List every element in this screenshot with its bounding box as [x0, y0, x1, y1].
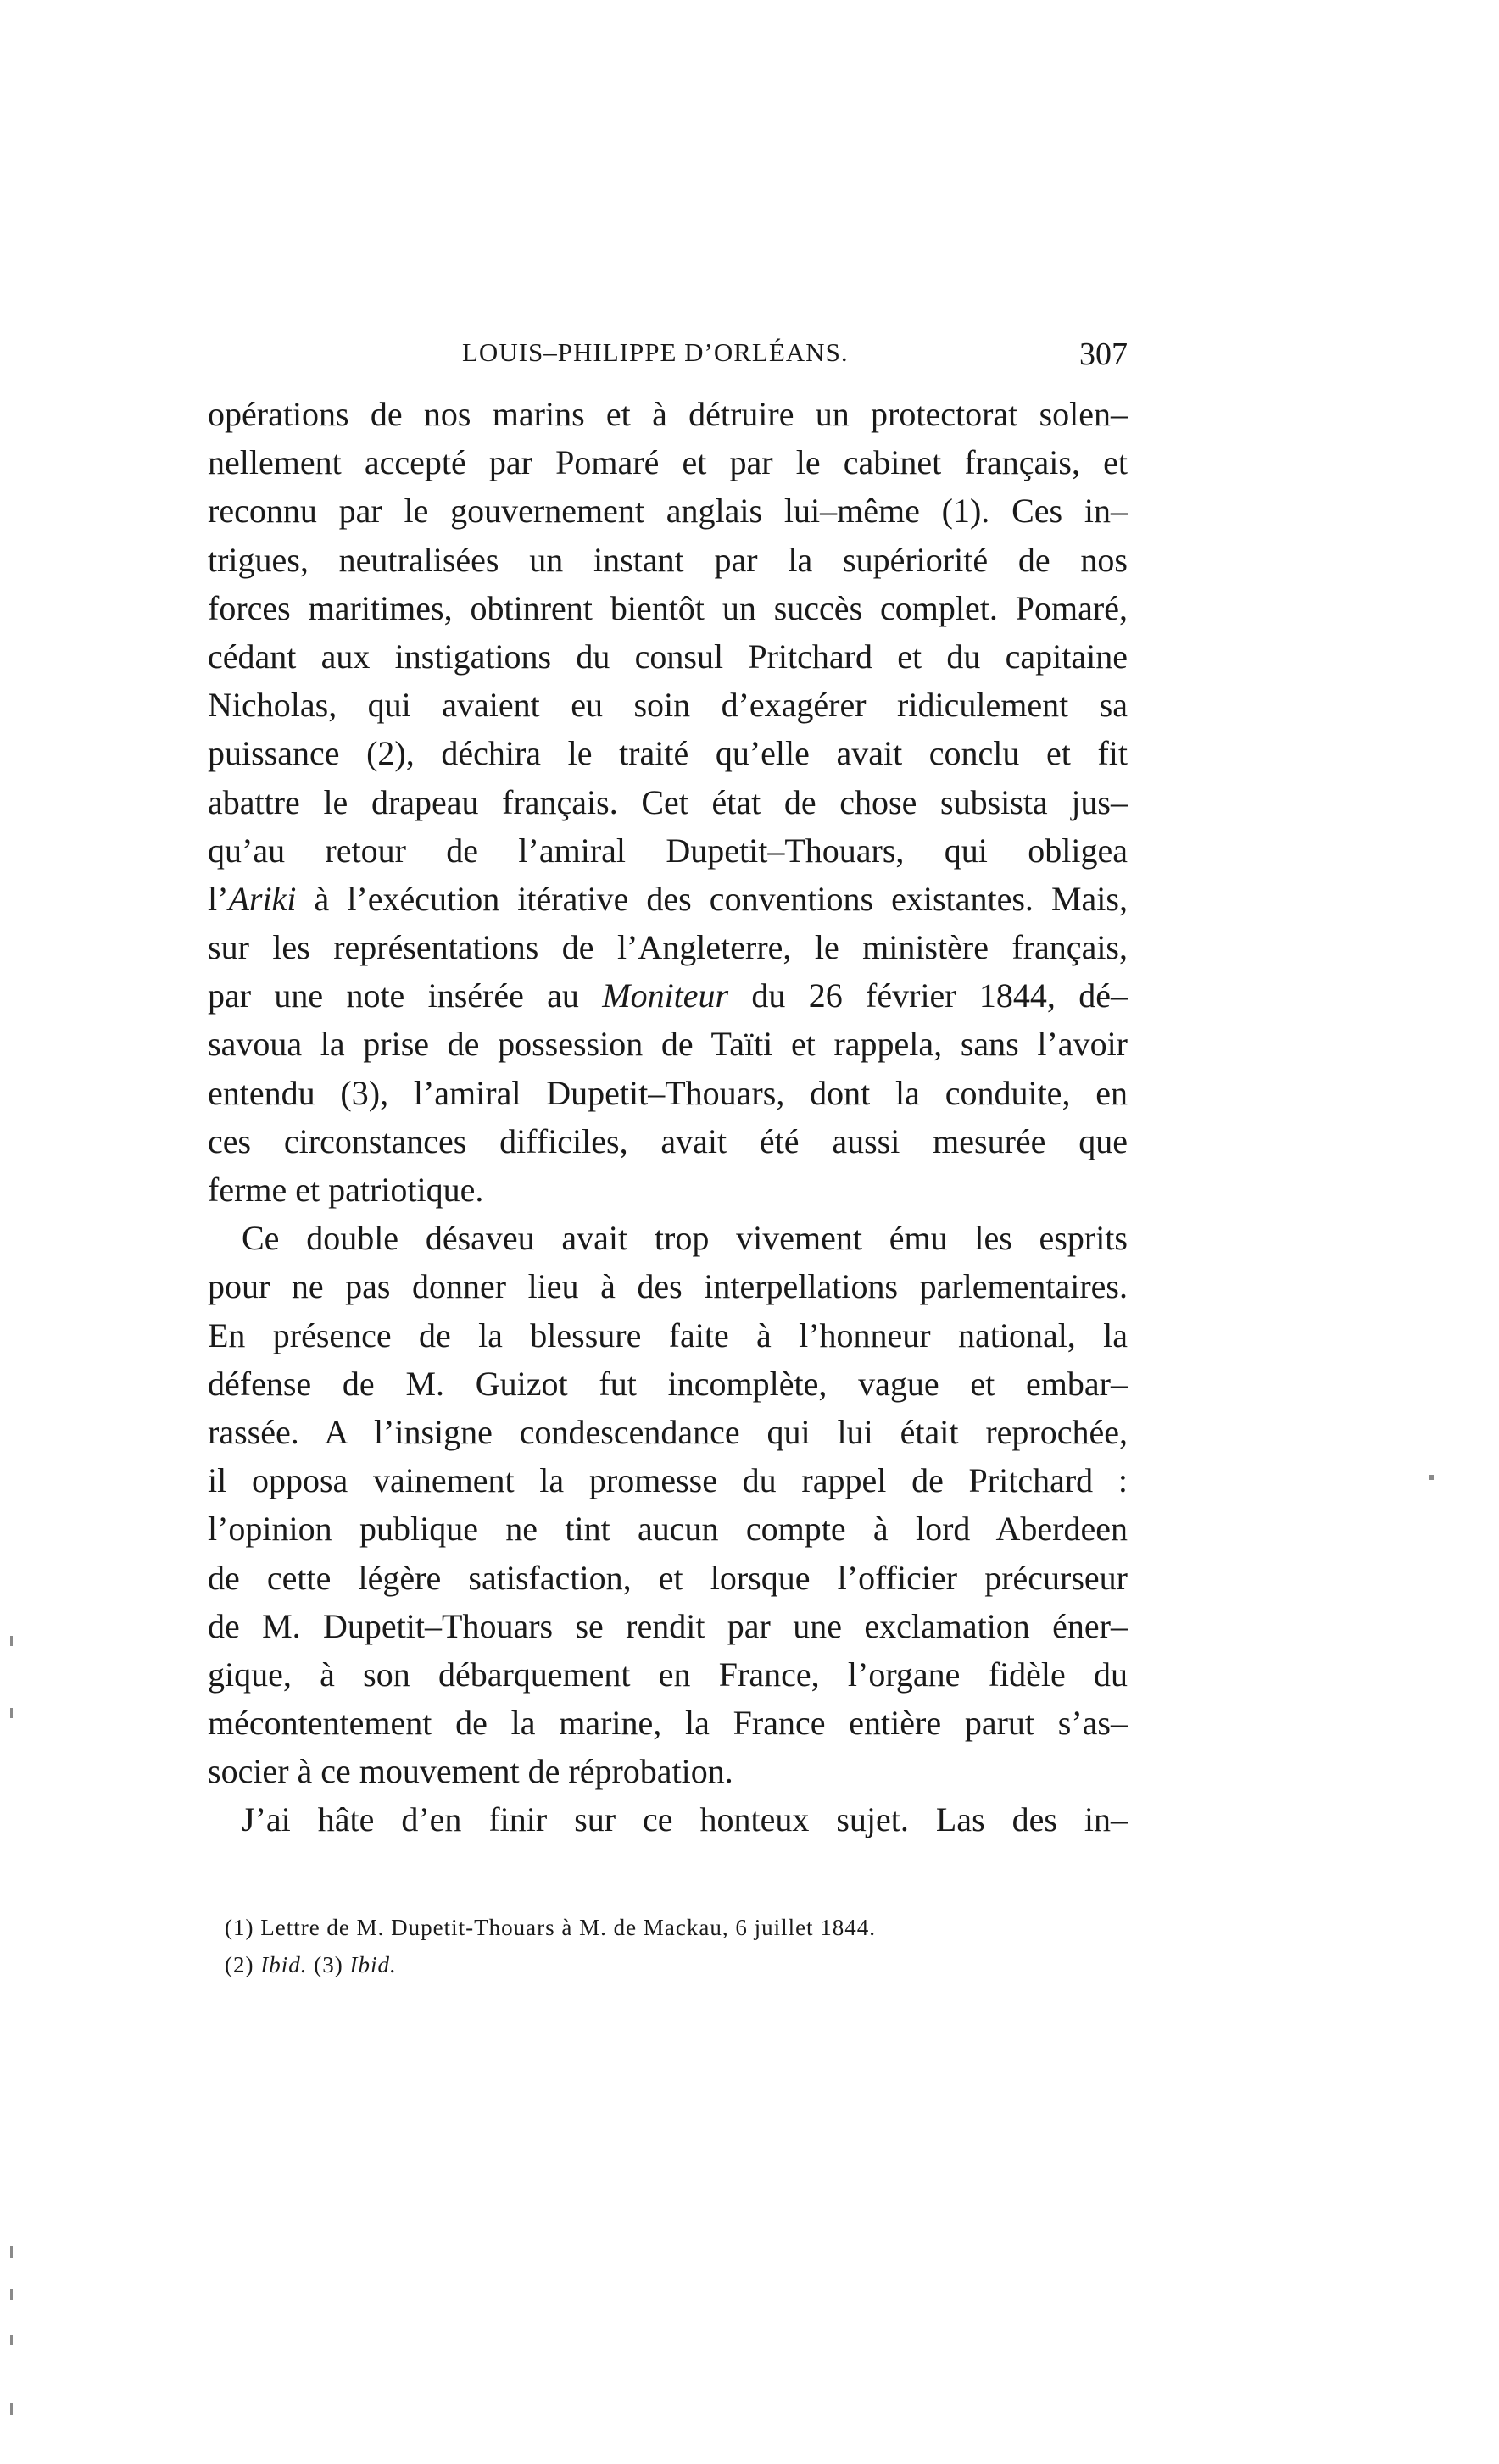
italic-term-moniteur: Moniteur [602, 976, 729, 1015]
text-line: Nicholas, qui avaient eu soin d’exagérer ridiculement sa [208, 686, 1128, 725]
scan-speck [10, 2335, 13, 2345]
footnote-2-3 [225, 1946, 1123, 1983]
footnotes [225, 1909, 1123, 1983]
text-segment: l’ [208, 879, 229, 918]
scan-speck [10, 2246, 13, 2258]
paragraph-end-line: socier à ce mouvement de réprobation. [208, 1752, 733, 1791]
text-line: savoua la prise de possession de Taïti et rappela, sans l’avoir [208, 1025, 1128, 1064]
text-segment: par une note insérée au [208, 976, 603, 1015]
paragraph-start-line: Ce double désaveu avait trop vivement ému les esprits [242, 1219, 1128, 1258]
page-number: 307 [1079, 337, 1128, 372]
text-line: qu’au retour de l’amiral Dupetit–Thouars, qui obligea [208, 831, 1128, 870]
text-line: de M. Dupetit–Thouars se rendit par une exclamation éner– [208, 1606, 1128, 1645]
scan-speck [10, 2289, 13, 2300]
text-line: nellement accepté par Pomaré et par le cabinet français, et [208, 443, 1128, 482]
footnote-1: (1) Lettre de M. Dupetit-Thouars à M. de Mackau, 6 juillet 1844. [225, 1915, 877, 1940]
footnote-2-number: (2) [225, 1952, 254, 1977]
text-line: entendu (3), l’amiral Dupetit–Thouars, dont la conduite, en [208, 1073, 1128, 1112]
text-line: abattre le drapeau français. Cet état de chose subsista jus– [208, 782, 1128, 821]
text-line: forces maritimes, obtinrent bientôt un succès complet. Pomaré, [208, 588, 1128, 627]
paragraph-end-line: ferme et patriotique. [208, 1171, 484, 1209]
text-line: pour ne pas donner lieu à des interpellations parlementaires. [208, 1267, 1128, 1306]
footnote-3-ref: Ibid. [349, 1952, 397, 1977]
scan-speck [10, 1636, 13, 1646]
paragraph-start-line: J’ai hâte d’en finir sur ce honteux sujet. Las des in– [242, 1800, 1128, 1839]
text-line: de cette légère satisfaction, et lorsque l’officier précurseur [208, 1558, 1128, 1597]
text-line [208, 971, 1128, 1020]
italic-term-ariki: Ariki [228, 879, 297, 918]
page-header [208, 337, 1128, 380]
text-line: rassée. A l’insigne condescendance qui lui était reprochée, [208, 1412, 1128, 1451]
text-line: trigues, neutralisées un instant par la supériorité de nos [208, 540, 1128, 579]
footnote-2-ref: Ibid. [260, 1952, 308, 1977]
running-head: LOUIS–PHILIPPE D’ORLÉANS. [462, 337, 849, 367]
body-text [208, 390, 1128, 1844]
text-line: cédant aux instigations du consul Pritchard et du capitaine [208, 637, 1128, 676]
text-line: sur les représentations de l’Angleterre, le ministère français, [208, 928, 1128, 967]
text-line: En présence de la blessure faite à l’honneur national, la [208, 1315, 1128, 1354]
text-line: mécontentement de la marine, la France entière parut s’as– [208, 1704, 1128, 1743]
text-line: défense de M. Guizot fut incomplète, vague et embar– [208, 1364, 1128, 1403]
text-line: puissance (2), déchira le traité qu’elle avait conclu et fit [208, 734, 1128, 773]
text-line: gique, à son débarquement en France, l’organe fidèle du [208, 1655, 1128, 1694]
text-segment: du 26 février 1844, dé– [728, 976, 1128, 1015]
text-line: il opposa vainement la promesse du rappel de Pritchard : [208, 1461, 1128, 1500]
text-line: l’opinion publique ne tint aucun compte à lord Aberdeen [208, 1510, 1128, 1549]
scan-speck [10, 1708, 13, 1718]
scan-speck [1429, 1475, 1434, 1480]
text-line: reconnu par le gouvernement anglais lui–même (1). Ces in– [208, 492, 1128, 531]
text-segment: à l’exécution itérative des conventions existantes. Mais, [296, 879, 1128, 918]
footnote-3-number: (3) [314, 1952, 343, 1977]
text-line [208, 875, 1128, 923]
text-line: opérations de nos marins et à détruire un protectorat solen– [208, 395, 1128, 433]
text-line: ces circonstances difficiles, avait été aussi mesurée que [208, 1121, 1128, 1160]
scan-speck [10, 2403, 13, 2415]
